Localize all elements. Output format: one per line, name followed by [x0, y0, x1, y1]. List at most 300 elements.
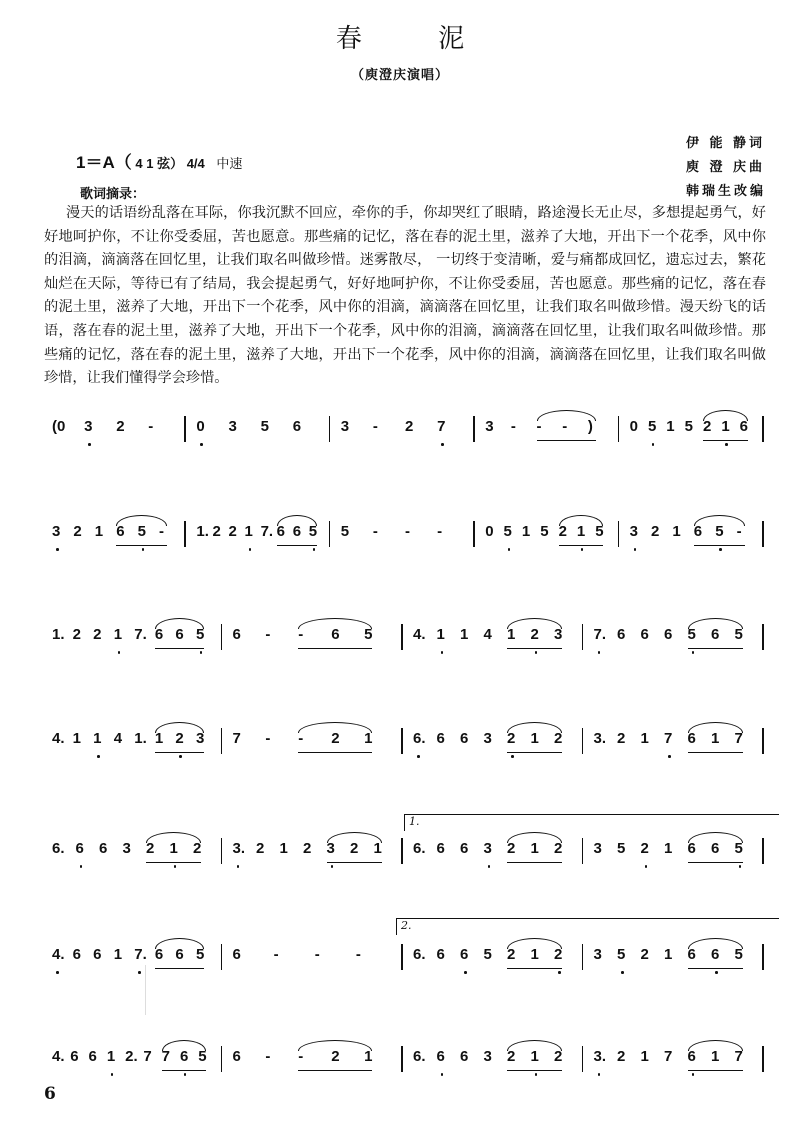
note: 6	[70, 1048, 79, 1065]
note: 6	[711, 840, 720, 857]
beam-underline	[537, 440, 596, 441]
slur	[507, 618, 562, 629]
beam-underline	[277, 545, 317, 546]
note: 6	[739, 418, 748, 435]
note: 1	[711, 1048, 720, 1065]
note: 3	[52, 523, 61, 540]
note: 7.	[593, 626, 607, 643]
note: 6	[179, 1048, 189, 1065]
note: 2	[617, 730, 626, 747]
note: -	[298, 1048, 304, 1065]
note: 6	[687, 730, 696, 747]
note: 7	[664, 730, 673, 747]
note: 1	[664, 840, 673, 857]
beam-underline	[155, 752, 204, 753]
lower-octave-dot	[441, 651, 444, 654]
bar-line	[221, 1046, 223, 1072]
slur	[537, 410, 596, 421]
slur	[298, 722, 372, 733]
note: 5	[687, 626, 696, 643]
note: 6.	[52, 840, 65, 857]
note: 2	[72, 626, 81, 643]
bar-line	[762, 521, 764, 547]
note: 1	[721, 418, 730, 435]
note: 7.	[134, 946, 147, 963]
beam-underline	[146, 862, 201, 863]
note: -	[437, 523, 443, 540]
note: 6	[232, 1048, 241, 1065]
staff-line-1	[44, 410, 774, 450]
staff-line-5	[44, 832, 774, 872]
note: 2	[640, 840, 649, 857]
note: 1	[530, 1048, 539, 1065]
bar-line	[401, 728, 403, 754]
note: 2	[507, 1048, 516, 1065]
note: 6	[75, 840, 84, 857]
lower-octave-dot	[174, 865, 177, 868]
note: 7.	[134, 626, 147, 643]
bar-line	[762, 838, 764, 864]
note: -	[148, 418, 154, 435]
lower-octave-dot	[725, 443, 728, 446]
credit-lyricist: 伊 能 静词	[686, 136, 766, 151]
note: 6	[687, 840, 696, 857]
note: 4	[113, 730, 123, 747]
note: 6	[232, 946, 241, 963]
note: 6	[687, 946, 696, 963]
note: 1	[94, 523, 104, 540]
note: 6	[460, 946, 469, 963]
lower-octave-dot	[184, 1073, 187, 1076]
note: 2	[331, 730, 340, 747]
note: 2	[350, 840, 359, 857]
note: 6	[460, 730, 469, 747]
note: 6	[617, 626, 626, 643]
note: 5	[364, 626, 373, 643]
bar-line	[401, 1046, 403, 1072]
beam-underline	[155, 968, 204, 969]
note: 6	[154, 626, 164, 643]
note: 6	[460, 840, 469, 857]
volta-second-ending: 2.	[396, 918, 779, 935]
lower-octave-dot	[138, 971, 141, 974]
slur	[688, 618, 743, 629]
note: 1	[521, 523, 531, 540]
note: 6	[232, 626, 241, 643]
bar-line	[329, 521, 331, 547]
lower-octave-dot	[652, 443, 655, 446]
lower-octave-dot	[739, 865, 742, 868]
note: 2	[554, 946, 563, 963]
note: (0	[52, 418, 66, 435]
slur	[559, 515, 604, 526]
lower-octave-dot	[118, 651, 121, 654]
slur	[688, 722, 743, 733]
note: -	[405, 523, 410, 540]
note: 6.	[413, 840, 426, 857]
note: 4.	[52, 946, 65, 963]
bar-line	[582, 944, 584, 970]
note: 4.	[52, 730, 65, 747]
bar-line	[762, 416, 764, 442]
note: 1	[460, 626, 469, 643]
note: 2	[116, 418, 125, 435]
staff-line-3	[44, 618, 774, 658]
note: 3	[485, 418, 494, 435]
lower-octave-dot	[88, 443, 91, 446]
bar-line	[221, 728, 223, 754]
lower-octave-dot	[645, 865, 648, 868]
note: 6	[154, 946, 164, 963]
note: -	[265, 1048, 271, 1065]
note: 6	[436, 840, 445, 857]
note: 5	[734, 840, 743, 857]
note: 1	[576, 523, 586, 540]
beam-underline	[298, 752, 372, 753]
note: 5	[734, 626, 743, 643]
lower-octave-dot	[464, 971, 467, 974]
lower-octave-dot	[581, 548, 584, 551]
note: 6.	[413, 946, 426, 963]
staff-line-7	[44, 1040, 774, 1080]
note: -	[265, 730, 271, 747]
key-strings-label: 弦）	[157, 156, 184, 171]
staff-line-2	[44, 515, 774, 555]
note: 6	[693, 523, 703, 540]
lower-octave-dot	[200, 651, 203, 654]
lower-octave-dot	[56, 548, 59, 551]
note: 1	[672, 523, 681, 540]
bar-line	[401, 944, 403, 970]
note: 2	[193, 840, 202, 857]
key-signature	[76, 148, 242, 173]
time-signature: 4/4	[186, 156, 205, 171]
lower-octave-dot	[200, 443, 203, 446]
song-subtitle: （庾澄庆演唱）	[350, 68, 449, 83]
bar-line	[582, 838, 584, 864]
note: 1	[640, 730, 649, 747]
slur	[507, 832, 562, 843]
note: -	[372, 523, 378, 540]
lower-octave-dot	[237, 865, 240, 868]
lower-octave-dot	[111, 1073, 114, 1076]
slur	[155, 618, 204, 629]
note: 6	[687, 1048, 696, 1065]
note: 2	[530, 626, 539, 643]
bar-line	[582, 624, 584, 650]
lower-octave-dot	[621, 971, 624, 974]
bar-line	[221, 624, 223, 650]
beam-underline	[559, 545, 604, 546]
note: 4.	[52, 1048, 65, 1065]
note: 7	[664, 1048, 673, 1065]
bar-line	[762, 728, 764, 754]
note: 6	[175, 626, 184, 643]
lower-octave-dot	[142, 548, 145, 551]
slur	[327, 832, 382, 843]
note: 6.	[413, 1048, 426, 1065]
note: -	[298, 730, 304, 747]
note: 5	[715, 523, 724, 540]
lower-octave-dot	[715, 971, 718, 974]
bar-line	[762, 1046, 764, 1072]
lower-octave-dot	[80, 865, 83, 868]
note: 6	[292, 418, 302, 435]
note: 5	[137, 523, 146, 540]
note: 6	[436, 730, 445, 747]
slur	[688, 832, 743, 843]
note: -	[159, 523, 164, 540]
beam-underline	[507, 862, 562, 863]
note: 1	[279, 840, 288, 857]
slur	[688, 1040, 743, 1051]
key-strings: 4 1	[135, 156, 154, 171]
slur	[155, 938, 204, 949]
note: 3	[483, 730, 492, 747]
note: 6.	[413, 730, 426, 747]
note: 2	[303, 840, 312, 857]
note: 1	[711, 730, 720, 747]
note: 3	[122, 840, 131, 857]
note: 1	[530, 946, 539, 963]
bar-line	[582, 1046, 584, 1072]
credit-composer: 庾 澄 庆曲	[686, 160, 766, 175]
lower-octave-dot	[668, 755, 671, 758]
lower-octave-dot	[535, 1073, 538, 1076]
note: 2	[507, 730, 516, 747]
note: 6	[436, 1048, 445, 1065]
note: 3	[593, 946, 602, 963]
slur	[116, 515, 167, 526]
slur	[146, 832, 201, 843]
note: 1	[169, 840, 178, 857]
note: 5	[617, 946, 626, 963]
note: 2	[558, 523, 567, 540]
staff-line-6	[44, 938, 774, 978]
note: 7	[734, 1048, 743, 1065]
beam-underline	[298, 1070, 372, 1071]
bar-line	[329, 416, 331, 442]
note: -	[562, 418, 568, 435]
note: 5	[260, 418, 269, 435]
note: 1	[364, 730, 373, 747]
lyrics-text: 漫天的话语纷乱落在耳际，你我沉默不回应，牵你的手，你却哭红了眼睛，路途漫长无止尽，多想提起勇气，好好地呵护你，不让你受委屈，苦也愿意。那些痛的记忆，落在春的泥土里，滋养了大地，开出下一个花季，风中你的泪滴，滴滴落在回忆里，让我们取名叫做珍惜。迷雾散尽， 一切终于变清晰，爱与痛都成回忆，遗忘过去，繁花灿烂在天际，等待已有了结局，我会提起勇气，好好地呵护你，不让你受委屈，苦也愿意。那些痛的记忆，落在春的泥土里，滋养了大地，开出下一个花季，风中你的泪滴，滴滴落在回忆里，让我们取名叫做珍惜。漫天纷飞的话语，落在春的泥土里，滋养了大地，开出下一个花季，风中你的泪滴，滴滴落在回忆里，让我们取名叫做珍惜。那些痛的记忆，落在春的泥土里，滋养了大地，开出下一个花季，风中你的泪滴，滴滴落在回忆里，让我们取名叫做珍惜，让我们懂得学会珍惜。	[44, 205, 766, 387]
beam-underline	[155, 648, 204, 649]
note: 6	[93, 946, 102, 963]
note: 5	[595, 523, 604, 540]
note: 1.	[134, 730, 147, 747]
note: 5	[617, 840, 626, 857]
page-number: 6	[44, 1084, 56, 1104]
lower-octave-dot	[692, 1073, 695, 1076]
slur	[703, 410, 748, 421]
note: 3	[326, 840, 335, 857]
note: 6	[640, 626, 649, 643]
bar-line	[582, 728, 584, 754]
beam-underline	[688, 968, 743, 969]
note: 1	[373, 840, 382, 857]
lower-octave-dot	[558, 971, 561, 974]
staff-line-4	[44, 722, 774, 762]
note: 2	[175, 730, 184, 747]
note: 6	[331, 626, 340, 643]
note: 2	[228, 523, 237, 540]
note: 5	[734, 946, 743, 963]
note: 2	[507, 946, 516, 963]
note: 7	[161, 1048, 170, 1065]
note: 3	[629, 523, 638, 540]
note: 2	[507, 840, 516, 857]
lower-octave-dot	[598, 651, 601, 654]
beam-underline	[688, 752, 743, 753]
lower-octave-dot	[598, 1073, 601, 1076]
note: 3	[84, 418, 93, 435]
note: 2	[405, 418, 414, 435]
note: 2	[212, 523, 221, 540]
beam-underline	[116, 545, 167, 546]
note: 1	[640, 1048, 649, 1065]
beam-underline	[162, 1070, 207, 1071]
note: 3	[340, 418, 350, 435]
note: 6	[276, 523, 285, 540]
note: 5	[195, 946, 205, 963]
note: 0	[485, 523, 494, 540]
lower-octave-dot	[719, 548, 722, 551]
song-title: 春 泥	[335, 24, 499, 54]
note: 3.	[232, 840, 246, 857]
note: -	[265, 626, 271, 643]
volta-first-ending: 1.	[404, 814, 779, 831]
note: 1	[93, 730, 102, 747]
note: 1	[507, 626, 516, 643]
note: 4	[483, 626, 492, 643]
note: 1.	[52, 626, 65, 643]
note: 5	[195, 626, 205, 643]
note: 2	[146, 840, 155, 857]
note: 5	[540, 523, 549, 540]
note: 1	[106, 1048, 116, 1065]
note: 2	[73, 523, 82, 540]
credits	[686, 132, 796, 204]
slur	[298, 1040, 372, 1051]
beam-underline	[507, 1070, 562, 1071]
scan-artifact	[145, 965, 146, 1015]
note: 2	[331, 1048, 340, 1065]
note: 1	[664, 946, 673, 963]
note: 5	[340, 523, 350, 540]
note: 3	[554, 626, 563, 643]
slur	[162, 1040, 207, 1051]
slur	[507, 722, 562, 733]
note: 2	[651, 523, 660, 540]
lyrics-heading: 歌词摘录：	[80, 187, 146, 202]
note: 6	[88, 1048, 97, 1065]
note: )	[587, 418, 593, 435]
note: 7.	[260, 523, 274, 540]
beam-underline	[327, 862, 382, 863]
note: 2	[554, 730, 563, 747]
note: 2	[702, 418, 712, 435]
note: -	[298, 626, 304, 643]
note: 5	[684, 418, 693, 435]
bar-line	[401, 624, 403, 650]
note: 2	[640, 946, 649, 963]
lower-octave-dot	[313, 548, 316, 551]
note: -	[273, 946, 279, 963]
note: 3.	[593, 730, 607, 747]
note: -	[536, 418, 542, 435]
slur	[507, 938, 562, 949]
note: -	[736, 523, 742, 540]
note: 6	[175, 946, 184, 963]
note: 2	[617, 1048, 626, 1065]
note: 6	[99, 840, 108, 857]
note: 0	[629, 418, 638, 435]
lower-octave-dot	[535, 651, 538, 654]
note: 3	[483, 1048, 492, 1065]
note: 2	[554, 840, 563, 857]
slur	[277, 515, 317, 526]
bar-line	[221, 838, 223, 864]
note: 5	[308, 523, 318, 540]
lower-octave-dot	[179, 755, 182, 758]
note: 1	[113, 946, 123, 963]
note: -	[510, 418, 516, 435]
note: 1	[530, 730, 539, 747]
note: 2.	[125, 1048, 138, 1065]
lower-octave-dot	[634, 548, 637, 551]
note: 0	[196, 418, 205, 435]
note: 7	[143, 1048, 152, 1065]
bar-line	[184, 521, 186, 547]
bar-line	[401, 838, 403, 864]
note: 6	[711, 626, 720, 643]
note: 6	[292, 523, 302, 540]
lower-octave-dot	[508, 548, 511, 551]
note: -	[372, 418, 378, 435]
beam-underline	[507, 648, 562, 649]
beam-underline	[694, 545, 745, 546]
lower-octave-dot	[441, 443, 444, 446]
beam-underline	[298, 648, 372, 649]
beam-underline	[688, 862, 743, 863]
note: 1	[113, 626, 123, 643]
note: 6	[116, 523, 125, 540]
note: 1	[530, 840, 539, 857]
beam-underline	[688, 648, 743, 649]
slur	[507, 1040, 562, 1051]
note: 6	[72, 946, 81, 963]
lower-octave-dot	[249, 548, 252, 551]
note: 5	[503, 523, 512, 540]
key-prefix: 1＝A（	[76, 153, 132, 172]
note: 7	[734, 730, 743, 747]
note: 3	[228, 418, 237, 435]
tempo-marking: 中速	[216, 157, 243, 172]
bar-line	[184, 416, 186, 442]
note: 1	[244, 523, 253, 540]
note: 2	[554, 1048, 563, 1065]
note: 7	[232, 730, 241, 747]
beam-underline	[703, 440, 748, 441]
note: -	[314, 946, 320, 963]
note: 6	[711, 946, 720, 963]
lower-octave-dot	[97, 755, 100, 758]
bar-line	[473, 521, 475, 547]
beam-underline	[688, 1070, 743, 1071]
note: 1	[436, 626, 445, 643]
lower-octave-dot	[692, 651, 695, 654]
